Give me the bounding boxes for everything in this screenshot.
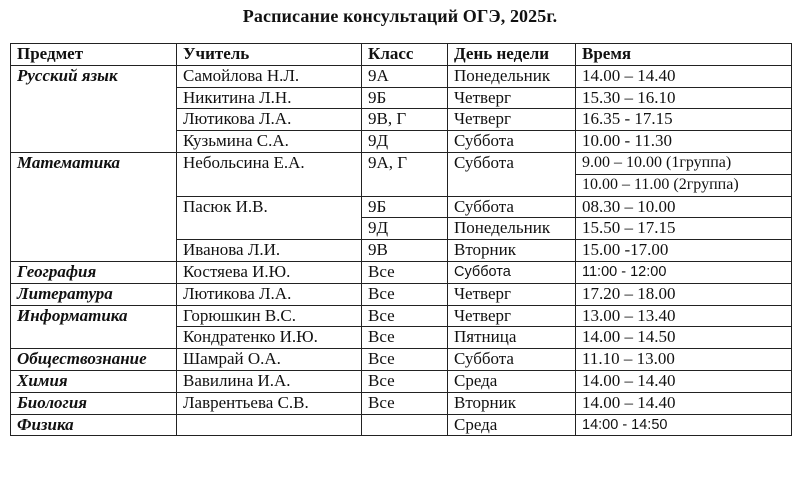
teacher-cell [177, 414, 362, 436]
day-cell: Среда [448, 370, 576, 392]
grade-cell: 9В [362, 240, 448, 262]
teacher-cell: Лютикова Л.А. [177, 283, 362, 305]
teacher-cell: Горюшкин В.С. [177, 305, 362, 327]
teacher-cell: Никитина Л.Н. [177, 87, 362, 109]
teacher-cell: Лютикова Л.А. [177, 109, 362, 131]
grade-cell [362, 414, 448, 436]
time-cell: 11:00 - 12:00 [576, 261, 792, 283]
grade-cell: 9Б [362, 87, 448, 109]
day-cell: Среда [448, 414, 576, 436]
table-row [11, 370, 792, 392]
time-cell: 9.00 – 10.00 (1группа) [576, 152, 792, 174]
time-cell: 08.30 – 10.00 [576, 196, 792, 218]
time-cell: 14.00 – 14.50 [576, 327, 792, 349]
day-cell: Понедельник [448, 65, 576, 87]
subject-cell: Математика [11, 152, 177, 261]
header-grade: Класс [362, 44, 448, 66]
grade-cell: 9В, Г [362, 109, 448, 131]
time-cell: 14.00 – 14.40 [576, 65, 792, 87]
subject-cell: Литература [11, 283, 177, 305]
day-cell: Четверг [448, 109, 576, 131]
day-cell: Вторник [448, 240, 576, 262]
teacher-cell: Лаврентьева С.В. [177, 392, 362, 414]
time-cell: 15.00 -17.00 [576, 240, 792, 262]
time-cell: 13.00 – 13.40 [576, 305, 792, 327]
subject-cell: Биология [11, 392, 177, 414]
grade-cell: 9А, Г [362, 152, 448, 196]
teacher-cell: Шамрай О.А. [177, 349, 362, 371]
grade-cell: Все [362, 370, 448, 392]
day-cell: Четверг [448, 305, 576, 327]
header-teacher: Учитель [177, 44, 362, 66]
teacher-cell: Вавилина И.А. [177, 370, 362, 392]
subject-cell: Химия [11, 370, 177, 392]
grade-cell: Все [362, 261, 448, 283]
teacher-cell: Костяева И.Ю. [177, 261, 362, 283]
table-row [11, 392, 792, 414]
time-cell: 10.00 – 11.00 (2группа) [576, 174, 792, 196]
header-day: День недели [448, 44, 576, 66]
table-row [11, 261, 792, 283]
table-row [11, 414, 792, 436]
schedule-table [10, 43, 792, 436]
page-title: Расписание консультаций ОГЭ, 2025г. [242, 6, 558, 26]
time-cell: 16.35 - 17.15 [576, 109, 792, 131]
grade-cell: 9Д [362, 131, 448, 153]
teacher-cell: Кондратенко И.Ю. [177, 327, 362, 349]
day-cell: Суббота [448, 349, 576, 371]
header-subject: Предмет [11, 44, 177, 66]
day-cell: Четверг [448, 87, 576, 109]
day-cell: Суббота [448, 131, 576, 153]
grade-cell: Все [362, 283, 448, 305]
teacher-cell: Кузьмина С.А. [177, 131, 362, 153]
time-cell: 11.10 – 13.00 [576, 349, 792, 371]
day-cell: Четверг [448, 283, 576, 305]
subject-cell: Обществознание [11, 349, 177, 371]
table-row [11, 65, 792, 87]
teacher-cell: Пасюк И.В. [177, 196, 362, 240]
table-row [11, 283, 792, 305]
table-header-row [11, 44, 792, 66]
time-cell: 14.00 – 14.40 [576, 392, 792, 414]
grade-cell: Все [362, 327, 448, 349]
subject-cell: Информатика [11, 305, 177, 349]
time-cell: 14:00 - 14:50 [576, 414, 792, 436]
day-cell: Пятница [448, 327, 576, 349]
time-cell: 14.00 – 14.40 [576, 370, 792, 392]
day-cell: Понедельник [448, 218, 576, 240]
header-time: Время [576, 44, 792, 66]
time-cell: 17.20 – 18.00 [576, 283, 792, 305]
subject-cell: География [11, 261, 177, 283]
teacher-cell: Небольсина Е.А. [177, 152, 362, 196]
time-cell: 15.50 – 17.15 [576, 218, 792, 240]
grade-cell: Все [362, 305, 448, 327]
day-cell: Суббота [448, 152, 576, 196]
grade-cell: 9А [362, 65, 448, 87]
day-cell: Вторник [448, 392, 576, 414]
time-cell: 15.30 – 16.10 [576, 87, 792, 109]
day-cell: Суббота [448, 261, 576, 283]
grade-cell: 9Д [362, 218, 448, 240]
teacher-cell: Самойлова Н.Л. [177, 65, 362, 87]
grade-cell: 9Б [362, 196, 448, 218]
subject-cell: Физика [11, 414, 177, 436]
grade-cell: Все [362, 349, 448, 371]
day-cell: Суббота [448, 196, 576, 218]
table-row [11, 349, 792, 371]
subject-cell: Русский язык [11, 65, 177, 152]
grade-cell: Все [362, 392, 448, 414]
teacher-cell: Иванова Л.И. [177, 240, 362, 262]
table-row [11, 305, 792, 327]
time-cell: 10.00 - 11.30 [576, 131, 792, 153]
table-row [11, 152, 792, 174]
